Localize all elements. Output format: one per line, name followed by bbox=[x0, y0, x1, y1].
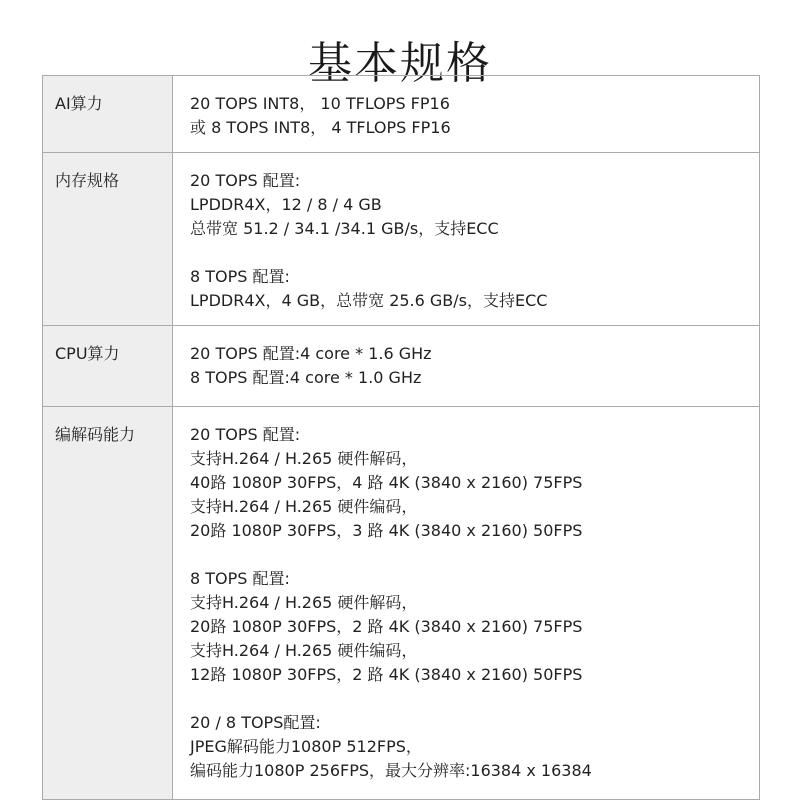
spec-line: 编码能力1080P 256FPS，最大分辨率:16384 x 16384 bbox=[190, 761, 592, 780]
spec-line-gap bbox=[190, 241, 749, 265]
spec-value bbox=[173, 326, 760, 406]
spec-row bbox=[42, 76, 760, 153]
spec-line: 支持H.264 / H.265 硬件编码， bbox=[190, 641, 418, 660]
spec-line: JPEG解码能力1080P 512FPS， bbox=[190, 737, 422, 756]
spec-row bbox=[42, 326, 760, 407]
spec-line: 12路 1080P 30FPS，2 路 4K (3840 x 2160) 50FPS bbox=[190, 665, 583, 684]
spec-value bbox=[173, 76, 760, 152]
spec-line: 总带宽 51.2 / 34.1 /34.1 GB/s，支持ECC bbox=[190, 219, 499, 238]
spec-line: 20 TOPS 配置: bbox=[190, 171, 301, 190]
spec-label: AI算力 bbox=[42, 76, 173, 152]
spec-line: 20 TOPS 配置: bbox=[190, 425, 301, 444]
spec-line: 支持H.264 / H.265 硬件解码， bbox=[190, 593, 418, 612]
spec-value bbox=[173, 407, 760, 799]
spec-label: 编解码能力 bbox=[42, 407, 173, 799]
spec-line: 8 TOPS 配置:4 core * 1.0 GHz bbox=[190, 368, 422, 387]
spec-label: CPU算力 bbox=[42, 326, 173, 406]
spec-label: 内存规格 bbox=[42, 153, 173, 325]
spec-line: 20 TOPS INT8， 10 TFLOPS FP16 bbox=[190, 94, 450, 113]
spec-line-gap bbox=[190, 687, 749, 711]
spec-value bbox=[173, 153, 760, 325]
spec-row bbox=[42, 407, 760, 800]
spec-line: LPDDR4X，4 GB，总带宽 25.6 GB/s，支持ECC bbox=[190, 291, 548, 310]
spec-line: 20路 1080P 30FPS，3 路 4K (3840 x 2160) 50FPS bbox=[190, 521, 583, 540]
spec-line-gap bbox=[190, 543, 749, 567]
spec-line: LPDDR4X，12 / 8 / 4 GB bbox=[190, 195, 382, 214]
spec-table bbox=[42, 75, 760, 800]
spec-line: 20 TOPS 配置:4 core * 1.6 GHz bbox=[190, 344, 432, 363]
spec-line: 支持H.264 / H.265 硬件编码， bbox=[190, 497, 418, 516]
spec-line: 支持H.264 / H.265 硬件解码， bbox=[190, 449, 418, 468]
spec-row bbox=[42, 153, 760, 326]
spec-line: 20路 1080P 30FPS，2 路 4K (3840 x 2160) 75FPS bbox=[190, 617, 583, 636]
spec-line: 20 / 8 TOPS配置: bbox=[190, 713, 321, 732]
spec-line: 8 TOPS 配置: bbox=[190, 267, 290, 286]
spec-line: 40路 1080P 30FPS，4 路 4K (3840 x 2160) 75FPS bbox=[190, 473, 583, 492]
spec-line: 8 TOPS 配置: bbox=[190, 569, 290, 588]
page-title: 基本规格 bbox=[308, 38, 492, 90]
spec-line: 或 8 TOPS INT8， 4 TFLOPS FP16 bbox=[190, 118, 451, 137]
